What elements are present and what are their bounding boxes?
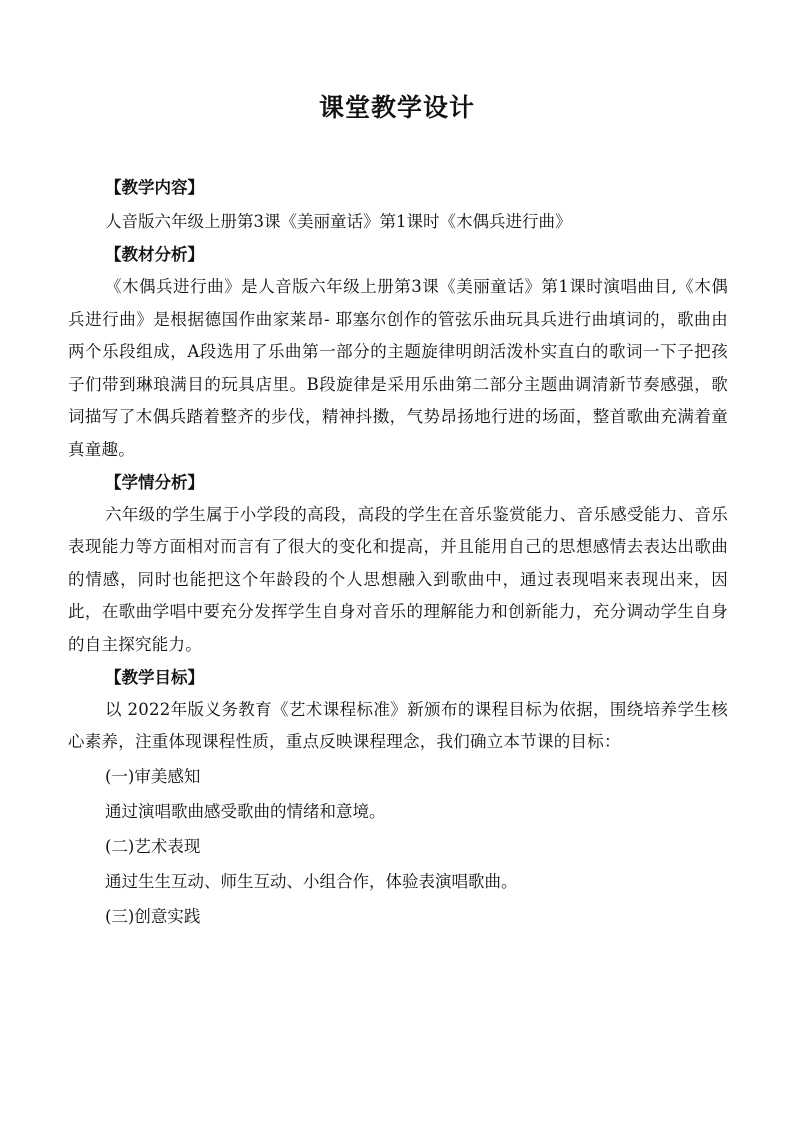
goal-item-text: 通过生生互动、师生互动、小组合作，体验表演唱歌曲。 xyxy=(105,871,518,891)
goal-item-label: (一)审美感知 xyxy=(105,766,201,786)
student-analysis-paragraph: 六年级的学生属于小学段的高段，高段的学生在音乐鉴赏能力、音乐感受能力、音乐表现能力等方面相对而言有了很大的变化和提高，并且能用自己的思想感情去表达出歌曲的情感，同时也能把这个年龄段的个人思想融入到歌曲中，通过表现唱来表现出来，因此，在歌曲学唱中要充分发挥学生自身对音乐的理解能力和创新能力，充分调动学生自身的自主探究能力。 xyxy=(68,504,728,654)
section-heading-teaching-content: 【教学内容】 xyxy=(105,178,204,197)
teaching-content-text: 人音版六年级上册第3课《美丽童话》第1课时《木偶兵进行曲》 xyxy=(105,212,572,231)
teaching-goals-paragraph: 以 2022年版义务教育《艺术课程标准》新颁布的课程目标为依据，围绕培养学生核心素养，注重体现课程性质，重点反映课程理念，我们确立本节课的目标： xyxy=(68,699,728,752)
goal-item-text: 通过演唱歌曲感受歌曲的情绪和意境。 xyxy=(105,801,386,821)
goal-item-label: (二)艺术表现 xyxy=(105,836,201,856)
section-heading-material-analysis: 【教材分析】 xyxy=(105,245,204,264)
goal-item-label: (三)创意实践 xyxy=(105,906,201,926)
material-analysis-paragraph: 《木偶兵进行曲》是人音版六年级上册第3课《美丽童话》第1课时演唱曲目,《木偶兵进行曲》是根据德国作曲家莱昂- 耶塞尔创作的管弦乐曲玩具兵进行曲填词的，歌曲由两个乐段组成，A段选用了乐曲第一部分的主题旋律明朗活泼朴实直白的歌词一下子把孩子们带到琳琅满目的玩具店里。B段旋律是采用乐曲第二部分主题曲调清新节奏感强，歌词描写了木偶兵踏着整齐的步伐，精神抖擞，气势昂扬地行进的场面，整首歌曲充满着童真童趣。 xyxy=(68,277,728,459)
document-body xyxy=(68,172,728,934)
page-title: 课堂教学设计 xyxy=(318,93,475,122)
section-heading-teaching-goals: 【教学目标】 xyxy=(105,667,204,687)
section-heading-student-analysis: 【学情分析】 xyxy=(105,472,204,492)
